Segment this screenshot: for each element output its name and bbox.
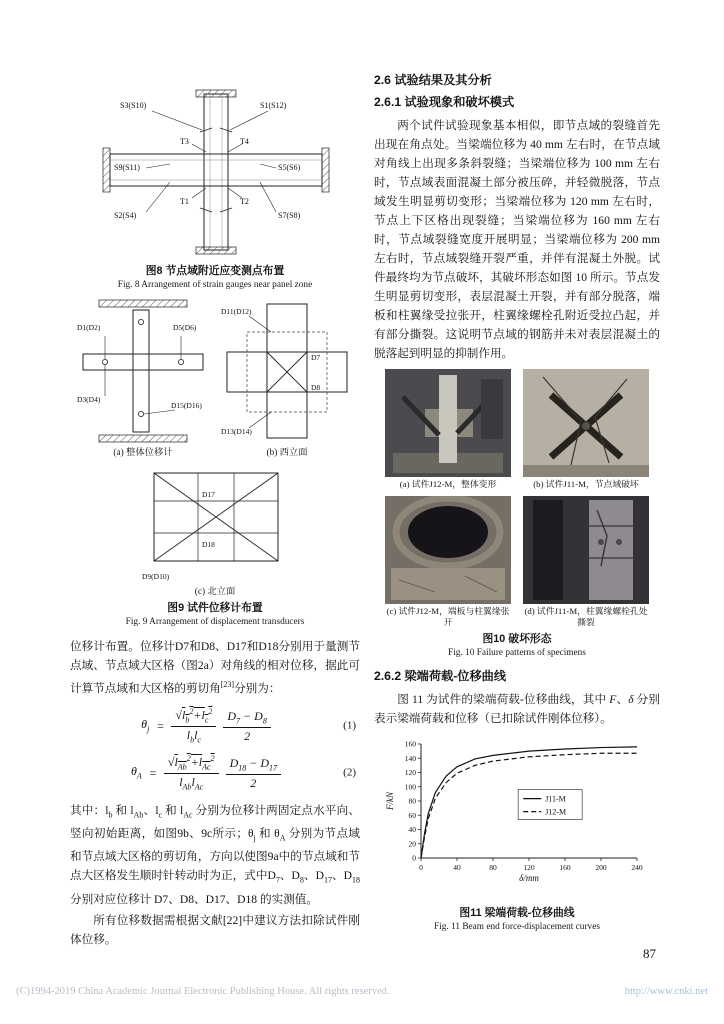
photo-d-caption: (d) 试件J11-M，柱翼缘螺栓孔处撕裂 (524, 605, 648, 627)
strain-gauge-label: S2(S4) (114, 211, 137, 220)
y-tick-label: 60 (408, 810, 416, 820)
fig9a-diagram (75, 296, 211, 446)
fig9b-diagram (219, 296, 355, 446)
strain-gauge-label: S7(S8) (278, 211, 301, 220)
displacement-gauge-label: D9(D10) (142, 572, 170, 581)
paragraph-test-phenomena: 两个试件试验现象基本相似，即节点域的裂缝首先出现在角点处。当梁端位移为 40 mm 左右时，在节点域对角线上出现多条斜裂缝；当梁端位移为 100 mm 左右时，节点域表面混凝土部分被压碎，并轻微脱落，节点域发生明显剪切变形；当梁端位移为 120 mm 左右时，节点上下区格出现裂缝；当梁端位移为 160 mm 左右时，节点域裂缝宽度开展明显；当梁端位移为 200 mm 左右时，节点域裂缝开裂严重，并伴有混凝土外脱。试件最终均为节点破坏，其破坏形态如图 10 所示。节点发生明显剪切变形，表层混凝土开裂，并有部分脱落，端板和柱翼缘受拉张开，柱翼缘螺栓孔附近受拉凸起，并有部分撕裂。这说明节点域的钢筋并未对表层混凝土的脱落起到明显的抑制作用。 (374, 119, 660, 360)
y-tick-label: 20 (408, 838, 416, 848)
y-axis-label: F/kN (385, 791, 395, 810)
fig9a-subcaption: (a) 整体位移计 (113, 448, 173, 458)
displacement-gauge-label: D8 (311, 383, 321, 392)
displacement-gauge-label: D18 (202, 540, 215, 549)
strain-gauge-label: T2 (240, 197, 249, 206)
paragraph-rigid-body-correction: 所有位移数据需根据文献[22]中建议方法扣除试件刚体位移。 (70, 913, 360, 946)
photo-b (522, 369, 650, 491)
paragraph-displacement-setup: 位移计布置。位移计D7和D8、D17和D18分别用于量测节点域、节点域大区格（图2a）对角线的相对位移，据此可计算节点域和大区格的剪切角[23]分别为： (70, 640, 360, 695)
footer-url[interactable]: http://www.cnki.net (624, 986, 708, 997)
x-tick-label: 120 (523, 862, 535, 872)
photo-a-caption: (a) 试件J12-M，整体变形 (399, 479, 497, 489)
photo-b-caption: (b) 试件J11-M，节点域破坏 (533, 479, 639, 489)
strain-gauge-label: T1 (180, 197, 189, 206)
fig9-caption-en: Fig. 9 Arrangement of displacement transducers (125, 617, 305, 627)
photo-b-image (523, 369, 649, 477)
y-tick-label: 120 (404, 767, 416, 777)
fig8-caption-cn: 图8 节点域附近应变测点布置 (145, 265, 285, 277)
x-axis-label: δ/mm (519, 872, 539, 883)
strain-gauge-label: S9(S11) (114, 163, 140, 172)
strain-gauge-label: T3 (180, 137, 189, 146)
page-number: 87 (643, 945, 656, 961)
section-heading-2-6: 2.6 试验结果及其分析 (374, 73, 492, 87)
paragraph-curve-intro: 图 11 为试件的梁端荷载-位移曲线，其中 F、δ 分别表示梁端荷载和位移（已扣除试件刚体位移）。 (374, 692, 660, 725)
displacement-gauge-label: D13(D14) (221, 427, 252, 436)
section-heading-2-6-1: 2.6.1 试验现象和破坏模式 (374, 95, 515, 109)
displacement-gauge-label: D5(D6) (173, 323, 197, 332)
fig8-strain-gauge-diagram (100, 88, 330, 256)
fig9-caption-cn: 图9 试件位移计布置 (167, 602, 263, 614)
x-tick-label: 80 (489, 862, 497, 872)
legend-label: J12-M (545, 807, 567, 817)
displacement-gauge-label: D11(D12) (221, 307, 252, 316)
figure-11 (374, 734, 660, 934)
y-tick-label: 80 (408, 796, 416, 805)
strain-gauge-label: S5(S6) (278, 163, 301, 172)
fig10-caption-cn: 图10 破坏形态 (482, 632, 552, 645)
x-tick-label: 200 (595, 862, 607, 872)
cnki-footer (16, 986, 708, 997)
y-tick-label: 160 (404, 739, 416, 748)
equation-number: (2) (343, 766, 356, 779)
displacement-gauge-label: D1(D2) (77, 323, 101, 332)
figure-9 (70, 296, 360, 629)
equation-number: (1) (343, 719, 356, 732)
fig9b-subcaption: (b) 西立面 (266, 448, 308, 458)
section-heading-2-6-2: 2.6.2 梁端荷载-位移曲线 (374, 668, 507, 683)
photo-a-image (385, 369, 511, 477)
photo-c (384, 496, 512, 629)
displacement-gauge-label: D15(D16) (171, 401, 202, 410)
displacement-gauge-label: D7 (311, 353, 321, 362)
footer-copyright: (C)1994-2019 China Academic Journal Electronic Publishing House. All rights reserved. (16, 986, 390, 997)
fig10-caption-en: Fig. 10 Failure patterns of specimens (448, 647, 586, 658)
x-tick-label: 0 (419, 862, 423, 872)
fig11-caption-cn: 图11 梁端荷载-位移曲线 (459, 906, 575, 919)
left-column (70, 88, 360, 949)
fig8-caption-en: Fig. 8 Arrangement of strain gauges near panel zone (117, 280, 313, 290)
y-tick-label: 140 (404, 753, 416, 763)
fig11-chart (381, 734, 653, 898)
photo-a (384, 369, 512, 491)
x-tick-label: 160 (559, 862, 571, 872)
fig9c-diagram (140, 463, 290, 585)
fig11-caption-en: Fig. 11 Beam end force-displacement curves (434, 921, 600, 932)
strain-gauge-label: S1(S12) (260, 101, 287, 110)
photo-d (522, 496, 650, 629)
y-tick-label: 100 (404, 781, 416, 791)
photo-c-image (385, 496, 511, 604)
equation-2: $\theta_A$ = $\frac{√l_{Ab}^2+l_{Ac}^2}{l_{Ab}l_{Ac}}$ $\frac{D_{18} - D_{17}}{2}$ (2) (130, 753, 356, 792)
equation-1: $\theta_j$ = $\frac{√l_b^2+l_c^2}{l_bl_c}$ $\frac{D_7 - D_8}{2}$ (1) (141, 706, 356, 745)
y-tick-label: 40 (408, 824, 416, 834)
strain-gauge-label: T4 (240, 137, 249, 146)
y-tick-label: 0 (412, 853, 416, 862)
photo-d-image (523, 496, 649, 604)
strain-gauge-label: S3(S10) (120, 101, 147, 110)
photo-c-caption: (c) 试件J12-M，端板与柱翼缘张开 (386, 605, 510, 627)
x-tick-label: 240 (631, 862, 643, 872)
paragraph-shear-angle-definitions: 其中：$l_b$ 和 $l_{Ab}$、$l_c$ 和 $l_{Ac}$ 分别为位移计两固定点水平向、竖向初始距离，如图9b、9c所示；$\theta_j$ 和 $\theta_A$ 分别为节点域和节点域大区格的剪切角，方向以使图9a中的节点域和节点大区格发生顺时针转动时为正，式中$D_7$、$D_8$、$D_{17}$、$D_{18}$ 分别对应位移计 D7、D8、D17、D18 的实测值。 (70, 803, 360, 906)
right-column (374, 72, 660, 962)
figure-8 (70, 88, 360, 292)
displacement-gauge-label: D3(D4) (77, 395, 101, 404)
x-tick-label: 40 (453, 862, 461, 872)
legend-label: J11-M (545, 794, 566, 804)
fig9c-subcaption: (c) 北立面 (194, 587, 236, 597)
displacement-gauge-label: D17 (202, 490, 215, 499)
figure-10 (374, 369, 660, 660)
